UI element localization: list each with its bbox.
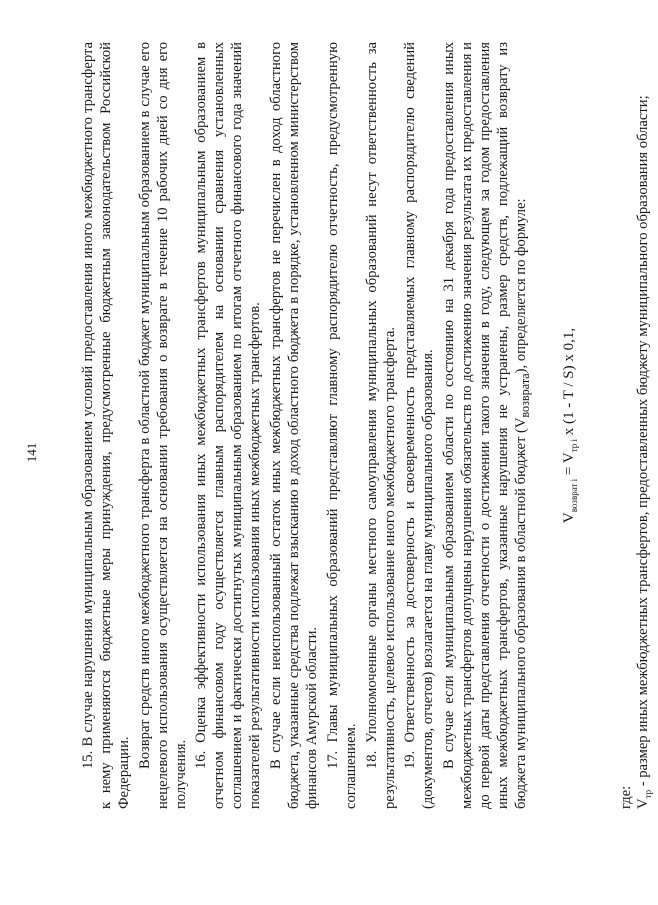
paragraph-violation-tail: ), определяется по формуле: (512, 198, 529, 374)
document-body (80, 42, 658, 809)
definition-text: - размер иных межбюджетных трансфертов, предоставленных бюджету муниципального образования области; (635, 95, 652, 790)
v-vozvrata-symbol: V (512, 417, 529, 429)
formula-rest: x (1 - T / S) x 0,1, (560, 327, 577, 439)
paragraph-19: 19. Ответственность за достоверность и своевременность представляемых главному распорядителю сведений (документов, отчетов) возлагается на главу муниципального образования. (402, 42, 437, 809)
paragraph-unused-balance: В случае если неиспользованный остаток иных межбюджетных трансфертов не перечислен в доход областного бюджета, указанные средства подлежат взысканию в доход областного бюджета в порядке, установленном министерством финансов Амурской области. (268, 42, 320, 809)
paragraph-18: 18. Уполномоченные органы местного самоуправления муниципальных образований несут ответственность за результативность, целевое использование иного межбюджетного трансферта. (363, 42, 398, 809)
page-number: 141 (24, 442, 39, 463)
formula-lhs: V (560, 512, 577, 524)
definition-symbol-subscript: тр (643, 789, 654, 799)
definition-symbol: V (635, 798, 652, 809)
definitions-block (618, 42, 658, 809)
paragraph-17: 17. Главы муниципальных образований представляют главному распорядителю отчетность, предусмотренную соглашением. (324, 42, 359, 809)
formula-rhs-subscript: тр i (568, 439, 579, 453)
v-vozvrata-subscript: возврата (517, 373, 532, 418)
definition-v-tr (635, 42, 658, 809)
paragraph-violation: В случае если муниципальным образованием области по состоянию на 31 декабря года предоставления иных межбюджетных трансфертов допущены нарушения обязательств по достижению значения результата их предоставления и до первой даты представления отчетности о достижении такого значения в году, следующем за годом предоставления иных межбюджетных трансфертов, указанные нарушения не устранены, размер средств, подлежащий возврату из бюджета муниципального образования в областной бюджет $(V_{возврата})$, определяется по формуле: (441, 42, 532, 809)
refund-formula (561, 42, 584, 809)
formula-equals: = V (560, 452, 577, 479)
paragraph-16: 16. Оценка эффективности использования иных межбюджетных трансфертов муниципальным образованием в отчетном финансовом году осуществляется главным распорядителем на основании сравнения установленных соглашением и фактически достигнутых муниципальным образованием по итогам отчетного финансового года значений показателей результативности использования иных межбюджетных трансфертов. (193, 42, 264, 809)
paragraph-15: 15. В случае нарушения муниципальным образованием условий предоставления иного межбюджетного трансферта к нему применяются бюджетные меры принуждения, предусмотренные бюджетным законодательством Российской Федерации. (80, 42, 132, 809)
gde-label: где: (617, 785, 634, 809)
paragraph-refund: Возврат средств иного межбюджетного трансферта в областной бюджет муниципальным образованием в случае его нецелевого использования осуществляется на основании требования о возврате в течение 10 рабочих дней со дня его получения. (136, 42, 189, 809)
formula-lhs-subscript: возврат i (568, 478, 579, 513)
paragraph-violation-text: В случае если муниципальным образованием области по состоянию на 31 декабря года предоставления иных межбюджетных трансфертов допущены нарушения обязательств по достижению значения результата их предоставления и до первой даты представления отчетности о достижении такого значения в году, следующем за годом предоставления иных межбюджетных трансфертов, указанные нарушения не устранены, размер средств, подлежащий возврату из бюджета муниципального образования в областной бюджет (441, 42, 529, 809)
